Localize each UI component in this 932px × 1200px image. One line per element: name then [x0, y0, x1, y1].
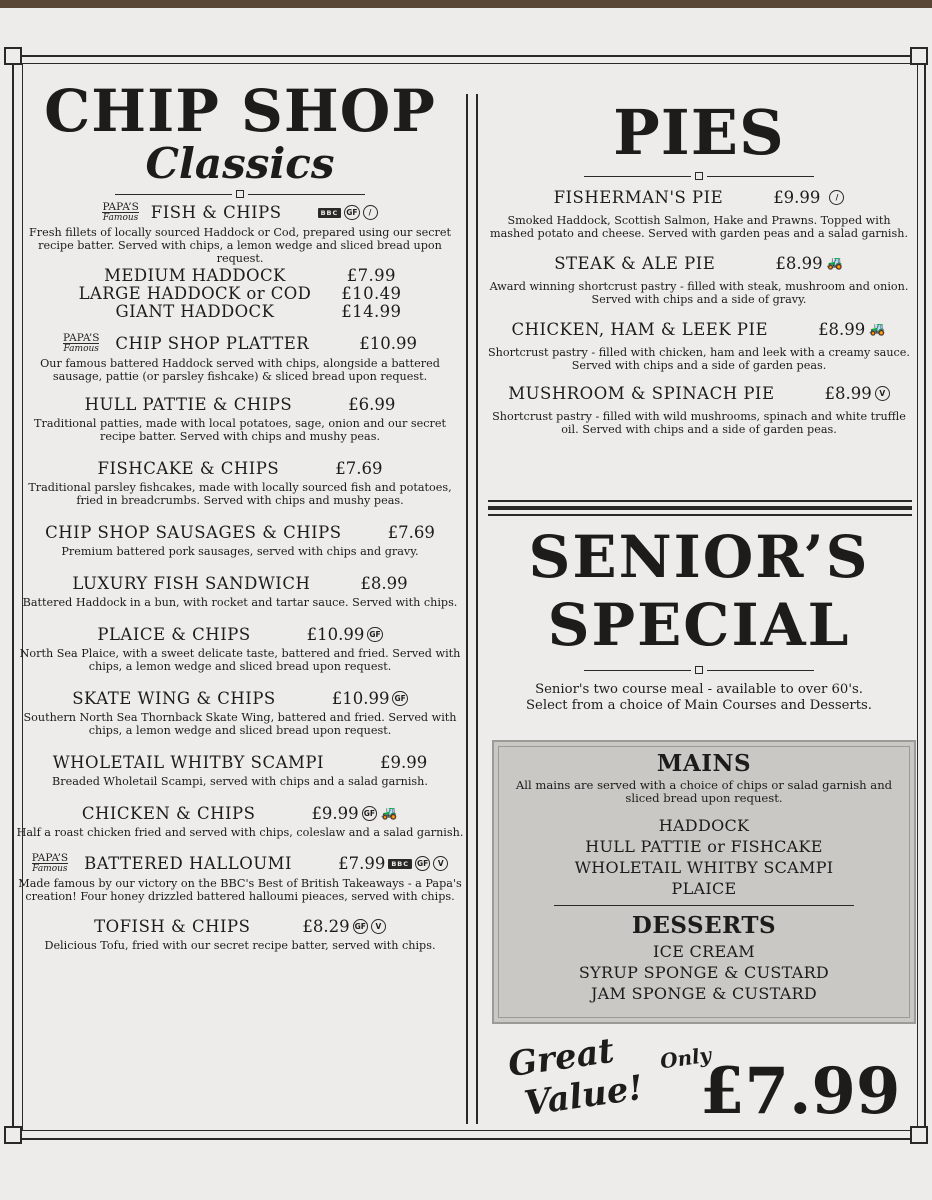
chip-shop-classics-column [14, 70, 466, 952]
tractor-icon: 🚜 [826, 256, 843, 271]
item-description: Southern North Sea Thornback Skate Wing, battered and fried. Served with chips, a lemon wedge and sliced bread upon request. [23, 711, 457, 737]
item-price: £10.99 [359, 334, 417, 353]
section-separator [488, 506, 912, 510]
item-description: Our famous battered Haddock served with chips, alongside a battered sausage, pattie (or parsley fishcake) & sliced bread upon request. [40, 357, 440, 383]
menu-item-chicken [14, 804, 466, 839]
desserts-list [494, 941, 914, 1004]
item-description: Premium battered pork sausages, served with chips and gravy. [61, 545, 419, 558]
pies-column [486, 90, 912, 436]
item-description: Traditional parsley fishcakes, made with locally sourced fish and potatoes, fried in breadcrumbs. Served with chips and mushy peas. [28, 481, 452, 507]
item-description: Smoked Haddock, Scottish Salmon, Hake and Prawns. Topped with mashed potato and cheese. Served with garden peas and a salad garnish. [489, 214, 909, 240]
gluten-free-icon: GF [415, 856, 430, 871]
menu-item-skate-wing [14, 689, 466, 737]
seniors-menu-box [492, 740, 916, 1024]
item-description: Battered Haddock in a bun, with rocket and tartar sauce. Served with chips. [22, 596, 458, 609]
section-separator [488, 514, 912, 516]
leaf-icon: / [829, 190, 844, 205]
size-price: £14.99 [341, 302, 402, 321]
pie-item-mushroom-spinach [486, 384, 912, 436]
item-price: £8.99 [360, 574, 408, 593]
item-name: WHOLETAIL WHITBY SCAMPI [52, 753, 325, 772]
menu-item-tofish [14, 917, 466, 952]
papas-famous-logo: PAPA’S Famous [31, 852, 69, 874]
item-name: STEAK & ALE PIE [554, 254, 716, 273]
menu-item-plaice [14, 625, 466, 673]
papas-famous-logo: PAPA’S Famous [102, 201, 139, 223]
item-price: £6.99 [348, 395, 396, 414]
item-description: Made famous by our victory on the BBC's Best of British Takeaways - a Papa's creation! Four honey drizzled battered halloumi pieaces, served with chips. [18, 877, 462, 903]
seniors-title: SENIOR’S [528, 523, 870, 591]
vegetarian-icon: V [371, 919, 386, 934]
mains-note: All mains are served with a choice of chips or salad garnish and sliced bread upon request. [515, 778, 893, 805]
pie-item-chicken-ham-leek [486, 320, 912, 372]
item-price: £10.99 [306, 625, 365, 644]
item-name: FISHCAKE & CHIPS [97, 459, 280, 478]
item-description: North Sea Plaice, with a sweet delicate taste, battered and fried. Served with chips, a lemon wedge and sliced bread upon request. [19, 647, 461, 673]
gluten-free-icon: GF [353, 919, 368, 934]
pie-item-fishermans [486, 188, 912, 240]
size-name: MEDIUM HADDOCK [104, 266, 286, 285]
item-name: CHIP SHOP PLATTER [115, 334, 310, 353]
frame-corner [910, 1126, 928, 1144]
size-price-list [14, 267, 466, 321]
menu-item-chip-shop-platter [14, 333, 466, 383]
dessert-item: ICE CREAM [653, 942, 755, 961]
seniors-title-line2: SPECIAL [547, 591, 851, 659]
menu-item-fish-sandwich [14, 574, 466, 609]
column-divider [466, 94, 478, 1124]
tractor-icon: 🚜 [869, 322, 886, 337]
gluten-free-icon: GF [367, 627, 382, 642]
gluten-free-icon: GF [392, 691, 407, 706]
item-name: PLAICE & CHIPS [97, 625, 251, 644]
size-price: £10.49 [341, 284, 402, 303]
mains-item: HULL PATTIE or FISHCAKE [585, 837, 823, 856]
bbc-icon: BBC [318, 208, 342, 218]
item-name: CHICKEN & CHIPS [81, 804, 256, 823]
ornament-divider [584, 666, 814, 674]
item-description: Award winning shortcrust pastry - filled with steak, mushroom and onion. Served with chips and a side of gravy. [489, 280, 909, 306]
item-name: HULL PATTIE & CHIPS [84, 395, 293, 414]
size-name: GIANT HADDOCK [115, 302, 275, 321]
pies-title: PIES [613, 96, 785, 169]
vegetarian-icon: V [433, 856, 448, 871]
frame-corner [4, 47, 22, 65]
menu-item-halloumi [14, 853, 466, 903]
item-description: Half a roast chicken fried and served with chips, coleslaw and a salad garnish. [16, 826, 464, 839]
item-description: Shortcrust pastry - filled with chicken, ham and leek with a creamy sauce. Served with chips and a side of garden peas. [488, 346, 910, 372]
section-separator [488, 500, 912, 502]
mains-list [494, 815, 914, 899]
item-price: £7.69 [335, 459, 383, 478]
mains-item: PLAICE [671, 879, 737, 898]
item-description: Breaded Wholetail Scampi, served with chips and a salad garnish. [52, 775, 428, 788]
menu-item-scampi [14, 753, 466, 788]
box-separator [554, 905, 854, 906]
section-subtitle: Classics [145, 139, 335, 188]
seniors-special-section [486, 523, 912, 714]
great-value-script-line2: Value! [521, 1067, 646, 1125]
pie-item-steak-ale [486, 254, 912, 306]
only-label: Only [658, 1042, 713, 1074]
size-price: £7.99 [346, 266, 396, 285]
item-description: Fresh fillets of locally sourced Haddock or Cod, prepared using our secret recipe batter. Served with chips, a lemon wedge and sliced bread upon request. [29, 226, 451, 265]
item-description: Shortcrust pastry - filled with wild mushrooms, spinach and white truffle oil. Served with chips and a side of garden peas. [492, 410, 906, 436]
menu-item-hull-pattie [14, 395, 466, 443]
item-description: Delicious Tofu, fried with our secret recipe batter, served with chips. [44, 939, 436, 952]
dessert-item: JAM SPONGE & CUSTARD [590, 984, 818, 1003]
menu-item-sausages [14, 523, 466, 558]
item-price: £8.29 [302, 917, 350, 936]
item-price: £7.69 [387, 523, 435, 542]
item-price: £9.99 [311, 804, 359, 823]
mains-item: HADDOCK [658, 816, 750, 835]
frame-corner [910, 47, 928, 65]
menu-item-fish-chips [14, 202, 466, 321]
papas-famous-logo: PAPA’S Famous [63, 332, 100, 354]
bbc-icon: BBC [388, 859, 412, 869]
desserts-heading: DESSERTS [631, 912, 777, 939]
vegetarian-icon: V [875, 386, 890, 401]
great-value-script: Great [505, 1030, 617, 1086]
item-name: FISH & CHIPS [150, 203, 282, 222]
gluten-free-icon: GF [344, 205, 359, 220]
tractor-icon: 🚜 [380, 806, 398, 821]
item-name: CHIP SHOP SAUSAGES & CHIPS [45, 523, 342, 542]
item-price: £8.99 [775, 254, 823, 273]
item-name: FISHERMAN'S PIE [553, 188, 724, 207]
gluten-free-icon: GF [362, 806, 377, 821]
seniors-intro: Senior's two course meal - available to over 60's. Select from a choice of Main Courses and Desserts. [526, 682, 872, 713]
item-price: £10.99 [331, 689, 390, 708]
item-price: £7.99 [338, 854, 386, 873]
item-name: BATTERED HALLOUMI [84, 854, 293, 873]
seniors-price: £7.99 [700, 1054, 901, 1129]
item-price: £9.99 [773, 188, 821, 207]
leaf-icon: / [363, 205, 378, 220]
item-name: TOFISH & CHIPS [94, 917, 251, 936]
size-name: LARGE HADDOCK or COD [78, 284, 312, 303]
dessert-item: SYRUP SPONGE & CUSTARD [578, 963, 830, 982]
section-title: CHIP SHOP [44, 77, 436, 145]
item-name: SKATE WING & CHIPS [72, 689, 276, 708]
mains-heading: MAINS [656, 750, 752, 777]
mains-item: WHOLETAIL WHITBY SCAMPI [574, 858, 834, 877]
item-price: £9.99 [380, 753, 428, 772]
menu-item-fishcake [14, 459, 466, 507]
item-price: £8.99 [824, 384, 872, 403]
item-price: £8.99 [818, 320, 866, 339]
frame-corner [4, 1126, 22, 1144]
item-name: CHICKEN, HAM & LEEK PIE [511, 320, 769, 339]
item-badges [318, 205, 378, 220]
item-name: MUSHROOM & SPINACH PIE [508, 384, 775, 403]
ornament-divider [584, 172, 814, 180]
item-name: LUXURY FISH SANDWICH [72, 574, 311, 593]
item-description: Traditional patties, made with local potatoes, sage, onion and our secret recipe batter. Served with chips and mushy peas. [34, 417, 446, 443]
ornament-divider [115, 190, 365, 198]
